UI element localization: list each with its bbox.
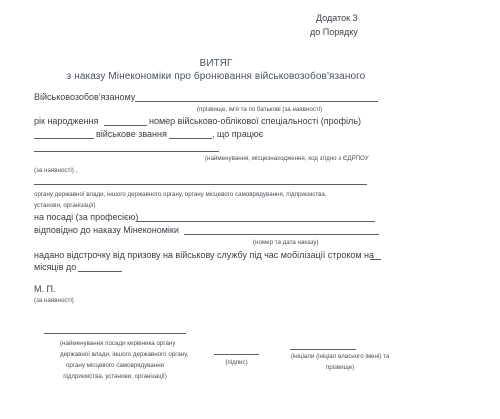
head-position-hint-line-2: державної влади, іншого державного органу, (60, 351, 189, 358)
position-field[interactable] (137, 221, 375, 222)
conscript-name-field[interactable] (135, 101, 378, 102)
months-date-field[interactable] (78, 271, 122, 272)
document-title: ВИТЯГ (199, 58, 233, 69)
signature-field[interactable] (214, 354, 259, 355)
specialty-number-field[interactable] (34, 138, 94, 139)
appendix-number: Додаток 3 (316, 13, 358, 23)
stamp-label: М. П. (34, 284, 56, 294)
conscript-label: Військовозобов'язаному (34, 92, 136, 102)
name-hint: (прізвище, ім'я та по батькові (за наявності) (197, 106, 323, 113)
birth-year-label: рік народження (34, 116, 99, 126)
rank-label: військове звання (96, 129, 167, 139)
appendix-procedure: до Порядку (310, 27, 358, 37)
order-label: відповідно до наказу Мінекономіки (34, 225, 179, 235)
org-hint-1: (найменування, місцезнаходження, код згідно з ЄДРПОУ (205, 155, 369, 162)
initials-hint-line-2: прізвище) (325, 364, 355, 371)
signature-hint: (підпис) (225, 359, 248, 366)
stamp-hint: (за наявності) (34, 297, 74, 304)
initials-hint (278, 351, 402, 373)
initials-hint-line-1: (ініціали (ініціал власного імені) та (290, 353, 390, 360)
position-label: на посаді (за професією) (34, 212, 139, 222)
initials-field[interactable] (290, 349, 356, 350)
specialty-label: номер військово-облікової спеціальності (профіль) (149, 116, 361, 126)
head-position-field[interactable] (44, 333, 186, 334)
deferment-text: надано відстрочку від призову на військову службу під час мобілізації строком на (34, 250, 375, 260)
org-hint-2: (за наявності) , (34, 167, 78, 174)
head-position-hint-line-1: (найменування посади керівника органу (60, 340, 176, 347)
organization-field-2[interactable] (34, 184, 367, 185)
works-label: , що працює (212, 129, 264, 139)
document-subtitle: з наказу Мінекономіки про бронювання військовозобов'язаного (66, 71, 366, 82)
order-field[interactable] (184, 234, 379, 235)
deferment-term-field[interactable] (370, 259, 381, 260)
head-position-hint (60, 338, 189, 382)
org-hint-3: органу державної влади, іншого державного органу, органу місцевого самоврядування, підприємства, (34, 191, 327, 198)
head-position-hint-line-3: органу місцевого самоврядування (65, 362, 165, 369)
head-position-hint-line-4: підприємства, установи, організації) (63, 373, 167, 380)
order-hint: (номер та дата наказу) (253, 239, 319, 246)
months-label: місяців до (34, 262, 77, 272)
org-hint-4: установи, організації) (34, 202, 96, 209)
rank-field[interactable] (169, 138, 212, 139)
birth-year-field[interactable] (104, 125, 147, 126)
organization-field-1[interactable] (34, 151, 219, 152)
